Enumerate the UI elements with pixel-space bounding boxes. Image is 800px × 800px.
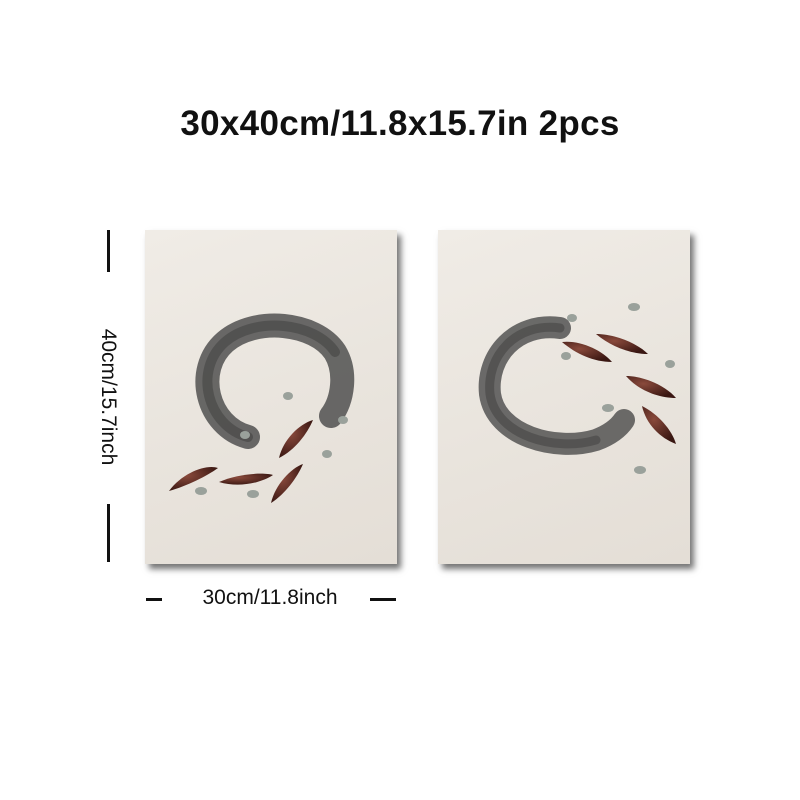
enso-fish-artwork-right — [438, 230, 690, 564]
height-dimension-label: 40cm/15.7inch — [97, 328, 120, 466]
canvas-panel-left — [145, 230, 397, 564]
canvas-panel-right — [438, 230, 690, 564]
width-dimension-label: 30cm/11.8inch — [202, 586, 338, 609]
width-dimension-line-right — [370, 598, 396, 601]
enso-fish-artwork-left — [145, 230, 397, 564]
product-title: 30x40cm/11.8x15.7in 2pcs — [180, 104, 620, 143]
